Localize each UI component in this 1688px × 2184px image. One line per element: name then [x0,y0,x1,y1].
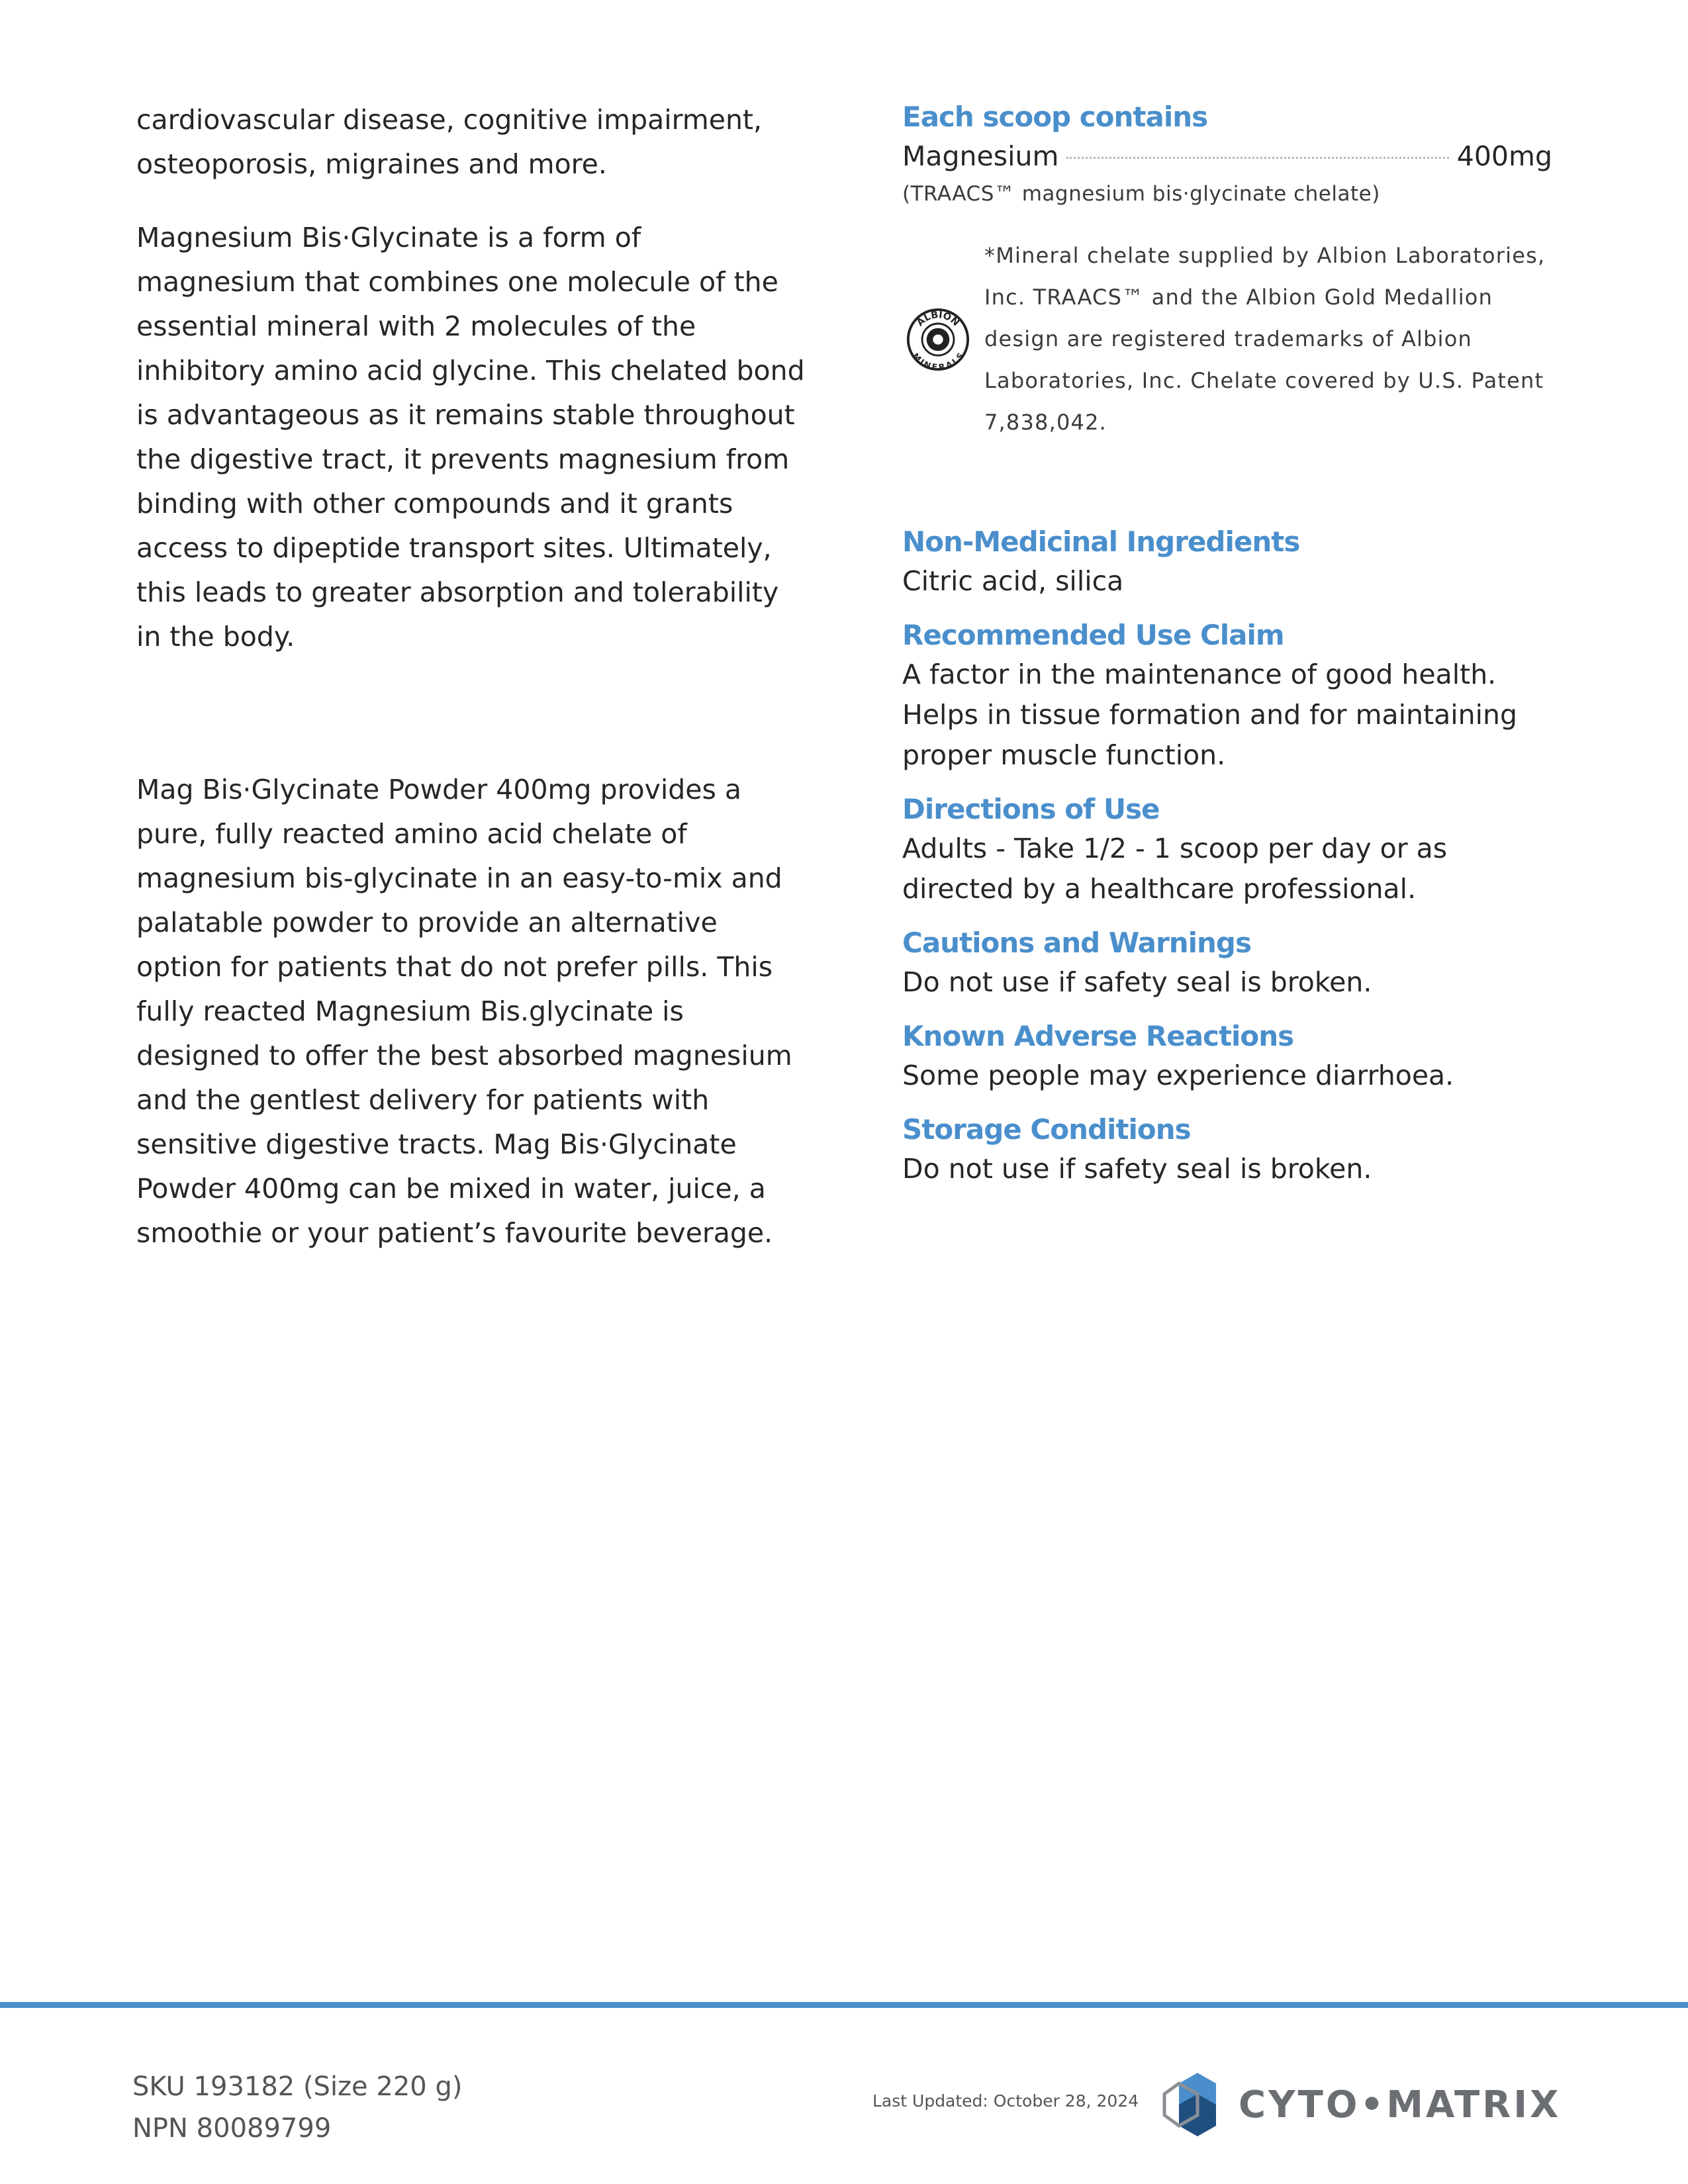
section-body: Citric acid, silica [902,565,1124,597]
brand-name: CYTO•MATRIX [1239,2083,1562,2126]
section-heading: Cautions and Warnings [902,927,1251,959]
section-recommended-use [902,616,1552,776]
footer-divider [0,2002,1688,2008]
product-info-column [902,98,1552,1189]
section-directions [902,790,1552,909]
section-body: Do not use if safety seal is broken. [902,966,1372,998]
albion-minerals-logo-icon [906,308,970,371]
scoop-amount: 400mg [1456,140,1552,172]
scoop-form: (TRAACS™ magnesium bis·glycinate chelate) [902,182,1380,206]
section-body: A factor in the maintenance of good health. Helps in tissue formation and for maintaining proper muscle function. [902,659,1517,771]
section-non-medicinal-ingredients [902,523,1552,602]
section-heading: Directions of Use [902,793,1160,825]
footer-product-codes [132,2066,462,2150]
albion-note-text: *Mineral chelate supplied by Albion Laboratories, Inc. TRAACS™ and the Albion Gold Medallion design are registered trademarks of Albion Laboratories, Inc. Chelate covered by U.S. Patent 7,838,042. [984,243,1546,435]
section-body: Do not use if safety seal is broken. [902,1153,1372,1185]
section-heading: Recommended Use Claim [902,619,1284,651]
footer-npn: NPN 80089799 [132,2113,332,2144]
scoop-row [902,136,1552,177]
section-adverse-reactions [902,1017,1552,1096]
scoop-heading: Each scoop contains [902,101,1208,133]
albion-logo-top-text: ALBION [915,309,961,328]
brand-logo [1162,2070,1561,2139]
description-paragraph-3: Mag Bis·Glycinate Powder 400mg provides a pure, fully reacted amino acid chelate of magnesium bis-glycinate in an easy-to-mix and palatable powder to provide an alternative option for patients that do not prefer pills. This fully reacted Magnesium Bis.glycinate is designed to offer the best absorbed magnesium and the gentlest delivery for patients with sensitive digestive tracts. Mag Bis·Glycinate Powder 400mg can be mixed in water, juice, a smoothie or your patient’s favourite beverage. [136,774,792,1249]
section-cautions [902,924,1552,1003]
albion-logo-bottom-text: MINERALS [910,350,966,371]
section-storage [902,1111,1552,1189]
section-body: Adults - Take 1/2 - 1 scoop per day or as directed by a healthcare professional. [902,833,1448,905]
section-heading: Known Adverse Reactions [902,1020,1294,1052]
albion-note [902,235,1552,443]
section-heading: Non-Medicinal Ingredients [902,525,1300,558]
section-body: Some people may experience diarrhoea. [902,1060,1454,1091]
description-paragraph-2: Magnesium Bis·Glycinate is a form of magnesium that combines one molecule of the essential mineral with 2 molecules of the inhibitory amino acid glycine. This chelated bond is advantageous as it remains stable throughout the digestive tract, it prevents magnesium from binding with other compounds and it grants access to dipeptide transport sites. Ultimately, this leads to greater absorption and tolerability in the body. [136,222,805,653]
description-paragraph-1: cardiovascular disease, cognitive impairment, osteoporosis, migraines and more. [136,104,763,180]
description-column [136,98,805,1255]
footer-sku: SKU 193182 (Size 220 g) [132,2071,463,2102]
section-heading: Storage Conditions [902,1113,1191,1146]
svg-text:ALBION [915,310,961,328]
hexagon-logo-icon [1162,2070,1233,2139]
footer-last-updated: Last Updated: October 28, 2024 [872,2091,1139,2111]
scoop-ingredient: Magnesium [902,140,1059,172]
dotted-leader [1066,157,1448,159]
